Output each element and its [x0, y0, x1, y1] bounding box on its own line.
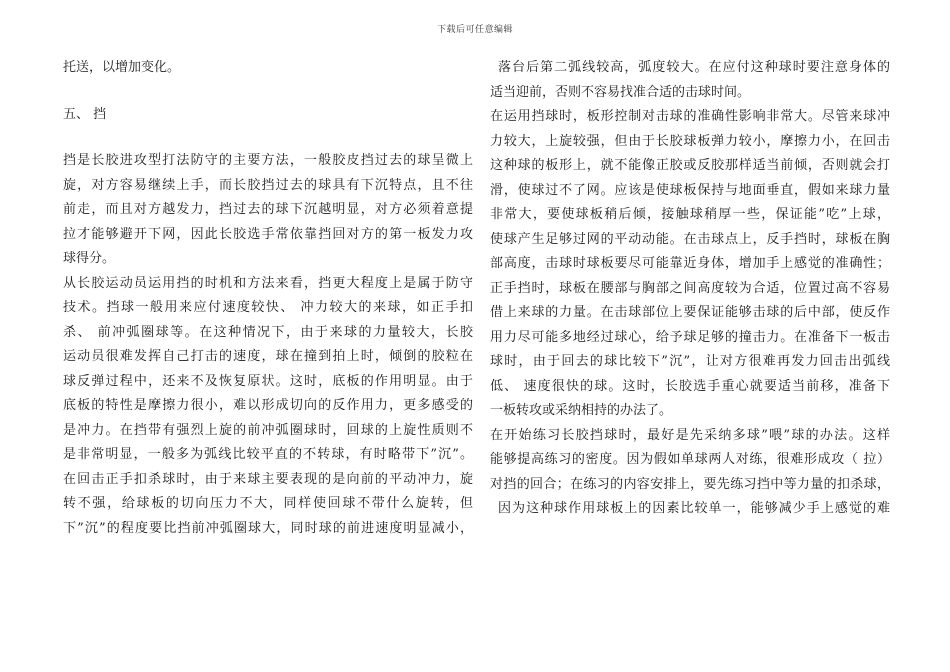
text-line: 挡是长胶进攻型打法防守的主要方法，一般胶皮挡过去的球呈微上 — [63, 153, 473, 168]
text-line: 是冲力。在挡带有强烈上旋的前冲弧圈球时，回球的上旋性质则不 — [63, 422, 473, 438]
text-line: 能够提高练习的密度。因为假如单球两人对练，很难形成攻（ 拉） — [490, 452, 890, 467]
text-line: 一板转攻或采纳相持的办法了。 — [490, 403, 673, 418]
text-line: 用力尽可能多地经过球心，给予球足够的撞击力。在准备下一板击 — [490, 329, 890, 345]
text-line: 落台后第二弧线较高，弧度较大。在应付这种球时要注意身体的 — [498, 60, 890, 75]
text-line: 对挡的回合；在练习的内容安排上，要先练习挡中等力量的扣杀球， — [490, 476, 890, 492]
text-line: 在回击正手扣杀球时，由于来球主要表现的是向前的平动冲力，旋 — [63, 471, 473, 487]
paragraph-gap — [63, 81, 473, 103]
text-line: 因为这种球作用球板上的因素比较单一，能够减少手上感觉的难 — [498, 501, 890, 516]
text-line: 前走，而且对方越发力，挡过去的球下沉越明显，对方必须着意提 — [63, 202, 473, 217]
text-line: 底板的特性是摩擦力很小，难以形成切向的反作用力，更多感受的 — [63, 398, 473, 413]
text-line: 低、 速度很快的球。这时，长胶选手重心就要适当前移，准备下 — [490, 378, 890, 394]
text-line: 转不强，给球板的切向压力不大，同样使回球不带什么旋转，但 — [63, 496, 473, 511]
text-line: 杀、 前冲弧圈球等。在这种情况下，由于来球的力量较大，长胶 — [63, 324, 473, 340]
text-line: 正手挡时，球板在腰部与胸部之间高度较为合适，位置过高不容易 — [490, 280, 890, 296]
text-line: 非常大，要使球板稍后倾，接触球稍厚一些，保证能”吃”上球， — [490, 207, 890, 222]
text-line: 球反弹过程中，还来不及恢复原状。这时，底板的作用明显。由于 — [63, 373, 473, 389]
text-line: 球时，由于回去的球比较下”沉”，让对方很难再发力回击出弧线 — [490, 354, 890, 369]
text-line: 滑，使球过不了网。应该是使球板保持与地面垂直，假如来球力量 — [490, 182, 890, 198]
text-line: 力较大，上旋较强，但由于长胶球板弹力较小，摩擦力小，在回击 — [490, 133, 890, 149]
text-line: 球得分。 — [63, 251, 116, 266]
text-line: 技术。挡球一般用来应付速度较快、 冲力较大的来球，如正手扣 — [63, 300, 473, 315]
text-line: 下”沉”的程度要比挡前冲弧圈球大，同时球的前进速度明显减小， — [63, 520, 473, 536]
text-line: 使球产生足够过网的平动动能。在击球点上，反手挡时，球板在胸 — [490, 231, 890, 247]
text-line: 适当迎前，否则不容易找准合适的击球时间。 — [490, 84, 751, 100]
page-header-note: 下载后可任意编辑 — [436, 25, 513, 35]
text-line: 从长胶运动员运用挡的时机和方法来看，挡更大程度上是属于防守 — [63, 275, 473, 291]
left-text-column — [63, 56, 473, 541]
text-line: 是非常明显，一般多为弧线比较平直的不转球，有时略带下”沉”。 — [63, 447, 473, 462]
right-text-column — [490, 56, 890, 522]
text-line: 借上来球的力量。在击球部位上要保证能够击球的后中部，使反作 — [490, 305, 890, 320]
text-line: 部高度，击球时球板要尽可能靠近身体，增加手上感觉的准确性； — [490, 256, 890, 271]
text-line: 拉才能够避开下网，因此长胶选手常依靠挡回对方的第一板发力攻 — [63, 226, 473, 242]
text-line: 在运用挡球时，板形控制对击球的准确性影响非常大。尽管来球冲 — [490, 109, 890, 124]
text-line: 旋，对方容易继续上手，而长胶挡过去的球具有下沉特点，且不往 — [63, 177, 473, 193]
text-line: 运动员很难发挥自己打击的速度，球在撞到拍上时，倾倒的胶粒在 — [63, 349, 473, 364]
section-heading: 五、 挡 — [63, 106, 107, 122]
text-line: 在开始练习长胶挡球时，最好是先采纳多球”喂”球的办法。这样 — [490, 427, 890, 443]
text-line: 托送，以增加变化。 — [63, 60, 181, 75]
text-line: 这种球的板形上，就不能像正胶或反胶那样适当前倾，否则就会打 — [490, 158, 890, 173]
paragraph-gap — [63, 127, 473, 149]
